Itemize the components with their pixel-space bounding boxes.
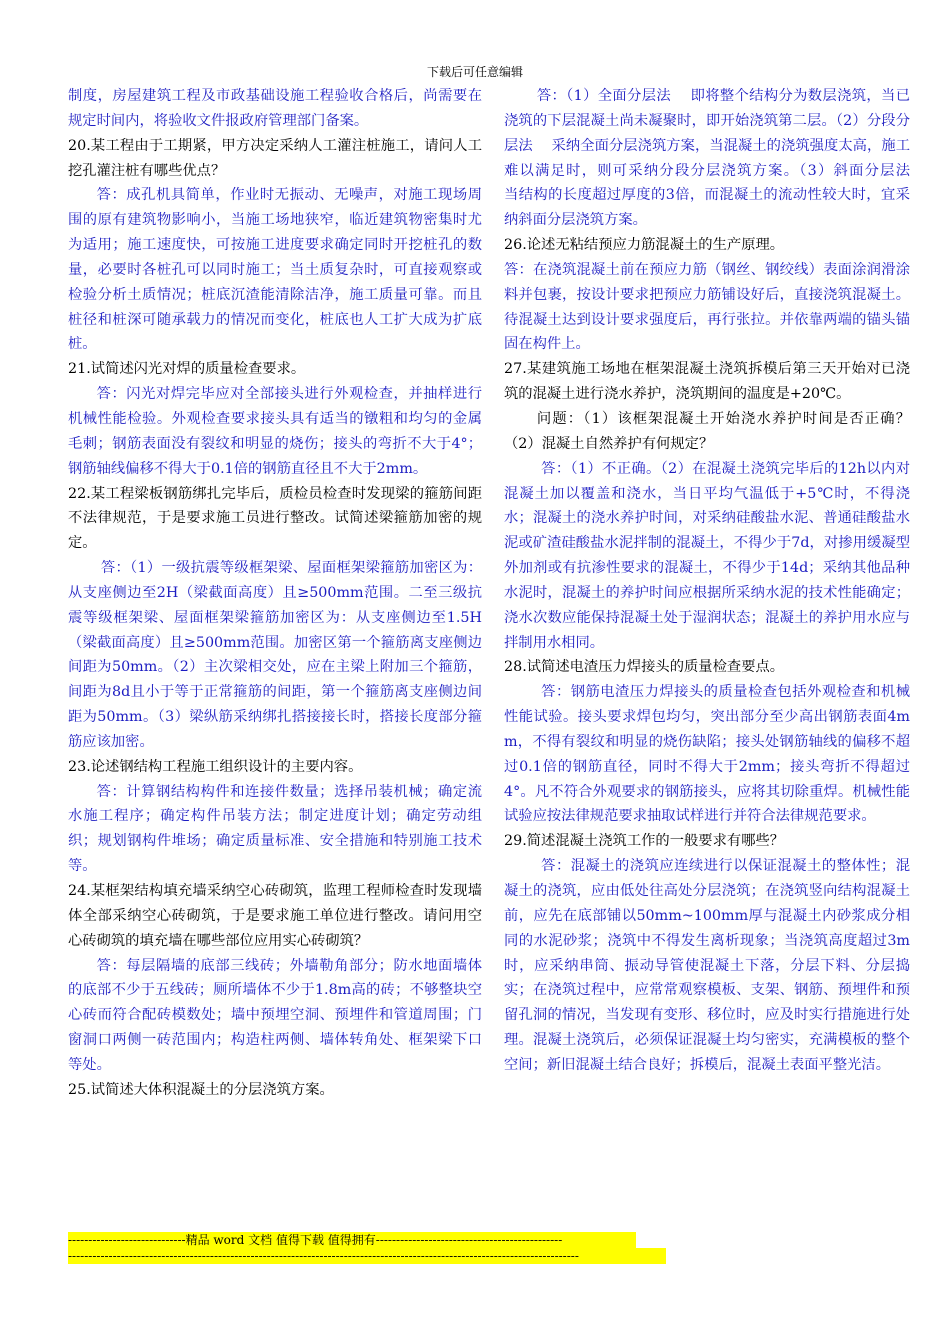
- question-paragraph: 21.试简述闪光对焊的质量检查要求。: [68, 361, 306, 378]
- question-paragraph: 问题：（1）该框架混凝土开始浇水养护时间是否正确？（2）混凝土自然养护有何规定？: [504, 410, 910, 452]
- question-paragraph: 26.论述无粘结预应力筋混凝土的生产原理。: [504, 237, 785, 254]
- question-paragraph: 28.试简述电渣压力焊接头的质量检查要点。: [504, 659, 785, 676]
- answer-paragraph: 答：（1）全面分层法 即将整个结构分为数层浇筑，当已浇筑的下层混凝土尚未凝聚时，即开始浇筑第二层。（2）分段分层法 采纳全面分层浇筑方案，当混凝土的浇筑强度太高，施工难以满足时，则可采纳分段分层浇筑方案。（3）斜面分层法 当结构的长度超过厚度的3倍，而混凝土的流动性较大时，宜采纳斜面分层浇筑方案。: [504, 88, 929, 229]
- right-column: [504, 84, 929, 1078]
- answer-paragraph: 答：每层隔墙的底部三线砖；外墙勒角部分；防水地面墙体的底部不少于五线砖；厕所墙体不少于1.8m高的砖；不够整块空心砖而符合配砖模数处；墙中预埋空洞、预埋件和管道周围；门窗洞口两侧一砖范围内；构造柱两侧、墙体转角处、框架梁下口等处。: [68, 957, 482, 1073]
- answer-paragraph: 答：闪光对焊完毕应对全部接头进行外观检查，并抽样进行机械性能检验。外观检查要求接头具有适当的镦粗和均匀的金属毛刺；钢筋表面没有裂纹和明显的烧伤；接头的弯折不大于4°；钢筋轴线偏移不得大于0.1倍的钢筋直径且不大于2mm。: [68, 386, 482, 477]
- question-paragraph: 20.某工程由于工期紧，甲方决定采纳人工灌注桩施工，请问人工挖孔灌注桩有哪些优点？: [68, 137, 482, 179]
- question-paragraph: 24.某框架结构填充墙采纳空心砖砌筑，监理工程师检查时发现墙体全部采纳空心砖砌筑，于是要求施工单位进行整改。请问用空心砖砌筑的填充墙在哪些部位应用实心砖砌筑？: [68, 883, 482, 949]
- question-paragraph: 29.简述混凝土浇筑工作的一般要求有哪些？: [504, 833, 785, 850]
- footer-line-1: -----------------------------精品 word 文档 值得下载 值得拥有----------------------------------------------: [68, 1232, 636, 1248]
- answer-paragraph: 答：（1）不正确。（2）在混凝土浇筑完毕后的12h以内对混凝土加以覆盖和浇水，当日平均气温低于+5℃时，不得浇水；混凝土的浇水养护时间，对采纳硅酸盐水泥、普通硅酸盐水泥或矿渣硅酸盐水泥拌制的混凝土，不得少于7d，对掺用缓凝型外加剂或有抗渗性要求的混凝土，不得少于14d；采纳其他品种水泥时，混凝土的养护时间应根据所采纳水泥的技术性能确定；浇水次数应能保持混凝土处于湿润状态；混凝土的养护用水应与拌制用水相同。: [504, 460, 910, 651]
- answer-paragraph: 答：钢筋电渣压力焊接头的质量检查包括外观检查和机械性能试验。接头要求焊包均匀，突出部分至少高出钢筋表面4mm，不得有裂纹和明显的烧伤缺陷；接头处钢筋轴线的偏移不超过0.1倍的钢筋直径，同时不得大于2mm；接头弯折不得超过4°。凡不符合外观要求的钢筋接头，应将其切除重焊。机械性能试验应按法律规范要求抽取试样进行并符合法律规范要求。: [504, 684, 910, 825]
- page-header: 下载后可任意编辑: [426, 65, 523, 79]
- answer-paragraph: 答：计算钢结构构件和连接件数量；选择吊装机械；确定流水施工程序；确定构件吊装方法；制定进度计划；确定劳动组织；规划钢构件堆场；确定质量标准、安全措施和特别施工技术等。: [68, 783, 482, 875]
- question-paragraph: 23.论述钢结构工程施工组织设计的主要内容。: [68, 758, 363, 775]
- left-column: [68, 84, 482, 1103]
- answer-paragraph: 制度，房屋建筑工程及市政基础设施工程验收合格后，尚需要在规定时间内，将验收文件报政府管理部门备案。: [68, 88, 482, 129]
- question-paragraph: 22.某工程梁板钢筋绑扎完毕后，质检员检查时发现梁的箍筋间距不法律规范，于是要求施工员进行整改。试简述梁箍筋加密的规定。: [68, 485, 482, 552]
- answer-paragraph: 答：（1）一级抗震等级框架梁、屋面框架梁箍筋加密区为：从支座侧边至2H（梁截面高度）且≥500mm范围。二至三级抗震等级框架梁、屋面框架梁箍筋加密区为：从支座侧边至1.5H（梁截面高度）且≥500mm范围。加密区第一个箍筋离支座侧边间距为50mm。（2）主次梁相交处，应在主梁上附加三个箍筋，间距为8d且小于等于正常箍筋的间距，第一个箍筋离支座侧边间距为50mm。（3）梁纵筋采纳绑扎搭接接长时，搭接长度部分箍筋应该加密。: [68, 560, 482, 750]
- footer-line-2: ------------------------------------------------------------------------------------------------------------------------------: [68, 1248, 666, 1264]
- footer-banner: [68, 1232, 666, 1264]
- question-paragraph: 27.某建筑施工场地在框架混凝土浇筑拆模后第三天开始对已浇筑的混凝土进行浇水养护，浇筑期间的温度是+20℃。: [504, 361, 910, 403]
- answer-paragraph: 答：在浇筑混凝土前在预应力筋（钢丝、钢绞线）表面涂润滑涂料并包裹，按设计要求把预应力筋铺设好后，直接浇筑混凝土。待混凝土达到设计要求强度后，再行张拉。并依靠两端的锚头锚固在构件上。: [504, 261, 910, 353]
- answer-paragraph: 答：混凝土的浇筑应连续进行以保证混凝土的整体性；混凝土的浇筑，应由低处往高处分层浇筑；在浇筑竖向结构混凝土前，应先在底部铺以50mm~100mm厚与混凝土内砂浆成分相同的水泥砂浆；浇筑中不得发生离析现象；当浇筑高度超过3m时，应采纳串筒、振动导管使混凝土下落，分层下料、分层捣实；在浇筑过程中，应常常观察模板、支架、钢筋、预埋件和预留孔洞的情况，当发现有变形、移位时，应及时实行措施进行处理。混凝土浇筑后，必须保证混凝土均匀密实，充满模板的整个空间；新旧混凝土结合良好；拆模后，混凝土表面平整光洁。: [504, 858, 910, 1073]
- answer-paragraph: 答：成孔机具简单，作业时无振动、无噪声，对施工现场周围的原有建筑物影响小，当施工场地狭窄，临近建筑物密集时尤为适用；施工速度快，可按施工进度要求确定同时开挖桩孔的数量，必要时各桩孔可以同时施工；当土质复杂时，可直接观察或检验分析土质情况；桩底沉渣能清除洁净，施工质量可靠。而且桩径和桩深可随承载力的情况而变化，桩底也人工扩大成为扩底桩。: [68, 187, 482, 353]
- question-paragraph: 25.试简述大体积混凝土的分层浇筑方案。: [68, 1081, 334, 1098]
